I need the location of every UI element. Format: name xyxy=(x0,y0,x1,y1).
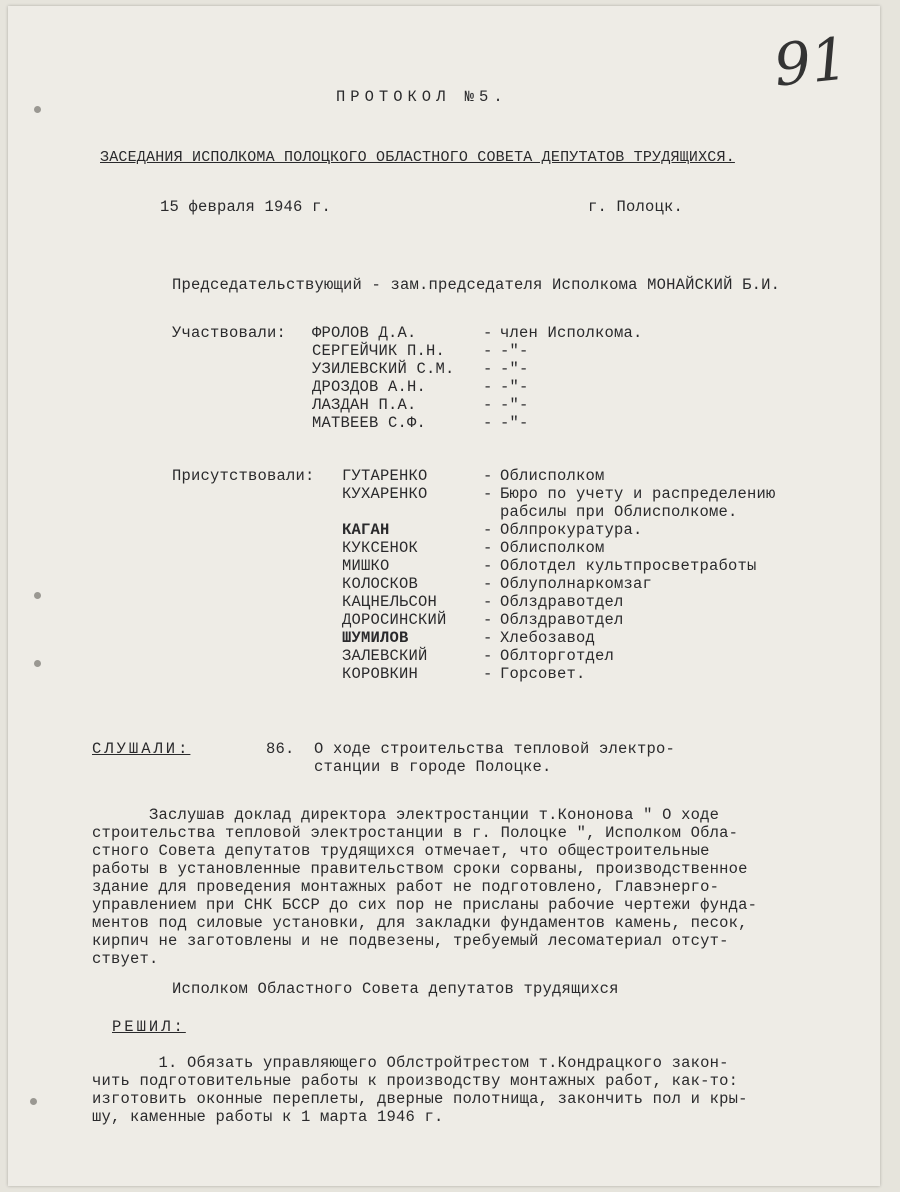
present-dash: - xyxy=(483,629,493,647)
present-dash: - xyxy=(483,611,493,629)
participant-name: ДРОЗДОВ А.Н. xyxy=(312,378,427,396)
paragraph-line: стного Совета депутатов трудящихся отмечает, что общестроительные xyxy=(92,842,710,860)
present-dash: - xyxy=(483,575,493,593)
present-role: Облуполнаркомзаг xyxy=(500,575,653,593)
decided-label: РЕШИЛ: xyxy=(112,1018,186,1036)
present-dash: - xyxy=(483,485,493,503)
present-dash: - xyxy=(483,665,493,683)
present-role: Облздравотдел xyxy=(500,611,624,629)
present-dash: - xyxy=(483,593,493,611)
present-role: Облотдел культпросветработы xyxy=(500,557,757,575)
present-role: Облисполком xyxy=(500,539,605,557)
protocol-subtitle: ЗАСЕДАНИЯ ИСПОЛКОМА ПОЛОЦКОГО ОБЛАСТНОГО СОВЕТА ДЕПУТАТОВ ТРУДЯЩИХСЯ. xyxy=(100,149,735,166)
paragraph-line: ментов под силовые установки, для закладки фундаментов камень, песок, xyxy=(92,914,748,932)
participant-dash: - xyxy=(483,414,493,432)
decision-line: шу, каменные работы к 1 марта 1946 г. xyxy=(92,1108,444,1126)
present-name: КАЦНЕЛЬСОН xyxy=(342,593,438,611)
protocol-title: ПРОТОКОЛ №5. xyxy=(336,88,508,106)
present-name: КАГАН xyxy=(342,521,390,539)
heard-label: СЛУШАЛИ: xyxy=(92,740,191,758)
page-number: 91 xyxy=(770,24,852,100)
present-name: КУХАРЕНКО xyxy=(342,485,428,503)
paragraph-line: Заслушав доклад директора электростанции т.Кононова " О ходе xyxy=(92,806,720,824)
present-name: ШУМИЛОВ xyxy=(342,629,409,647)
present-name: КУКСЕНОК xyxy=(342,539,419,557)
participant-role: -"- xyxy=(500,378,529,396)
document-page xyxy=(8,6,880,1186)
participant-role: член Исполкома. xyxy=(500,324,643,342)
present-role: рабсилы при Облисполкоме. xyxy=(500,503,738,521)
present-name: ЗАЛЕВСКИЙ xyxy=(342,647,428,665)
present-role: Хлебозавод xyxy=(500,629,596,647)
present-dash: - xyxy=(483,647,493,665)
present-dash: - xyxy=(483,539,493,557)
paragraph-line: строительства тепловой электростанции в г. Полоцке ", Исполком Обла- xyxy=(92,824,739,842)
present-name: КОЛОСКОВ xyxy=(342,575,419,593)
present-name: КОРОВКИН xyxy=(342,665,419,683)
punch-hole xyxy=(30,1098,37,1105)
participant-role: -"- xyxy=(500,360,529,378)
decision-line: 1. Обязать управляющего Облстройтрестом т.Кондрацкого закон- xyxy=(92,1054,729,1072)
present-label: Присутствовали: xyxy=(172,467,315,485)
present-name: ДОРОСИНСКИЙ xyxy=(342,611,447,629)
present-dash: - xyxy=(483,467,493,485)
paragraph-line: ствует. xyxy=(92,950,159,968)
paragraph-line: управлением при СНК БССР до сих пор не присланы рабочие чертежи фунда- xyxy=(92,896,758,914)
paragraph-line: кирпич не заготовлены и не подвезены, требуемый лесоматериал отсут- xyxy=(92,932,729,950)
paragraph-line: здание для проведения монтажных работ не подготовлено, Главэнерго- xyxy=(92,878,720,896)
council-line: Исполком Областного Совета депутатов трудящихся xyxy=(172,980,619,998)
present-role: Облпрокуратура. xyxy=(500,521,643,539)
present-role: Горсовет. xyxy=(500,665,586,683)
agenda-item-number: 86. xyxy=(266,740,295,758)
participant-name: МАТВЕЕВ С.Ф. xyxy=(312,414,427,432)
chairperson-line: Председательствующий - зам.председателя Исполкома МОНАЙСКИЙ Б.И. xyxy=(172,276,781,294)
agenda-item-line: станции в городе Полоцке. xyxy=(314,758,552,776)
present-role: Облздравотдел xyxy=(500,593,624,611)
participant-dash: - xyxy=(483,396,493,414)
participant-name: УЗИЛЕВСКИЙ С.М. xyxy=(312,360,455,378)
participant-dash: - xyxy=(483,360,493,378)
participant-name: ФРОЛОВ Д.А. xyxy=(312,324,417,342)
present-role: Облисполком xyxy=(500,467,605,485)
meeting-date: 15 февраля 1946 г. xyxy=(160,198,332,216)
present-role: Облторготдел xyxy=(500,647,615,665)
agenda-item-line: О ходе строительства тепловой электро- xyxy=(314,740,676,758)
present-role: Бюро по учету и распределению xyxy=(500,485,776,503)
participant-name: СЕРГЕЙЧИК П.Н. xyxy=(312,342,446,360)
participant-dash: - xyxy=(483,342,493,360)
present-name: ГУТАРЕНКО xyxy=(342,467,428,485)
present-name: МИШКО xyxy=(342,557,390,575)
punch-hole xyxy=(34,592,41,599)
punch-hole xyxy=(34,660,41,667)
participant-dash: - xyxy=(483,378,493,396)
punch-hole xyxy=(34,106,41,113)
paragraph-line: работы в установленные правительством сроки сорваны, производственное xyxy=(92,860,748,878)
present-dash: - xyxy=(483,557,493,575)
participant-role: -"- xyxy=(500,414,529,432)
participant-name: ЛАЗДАН П.А. xyxy=(312,396,417,414)
participant-role: -"- xyxy=(500,342,529,360)
participants-label: Участвовали: xyxy=(172,324,287,342)
decision-line: чить подготовительные работы к производству монтажных работ, как-то: xyxy=(92,1072,739,1090)
meeting-city: г. Полоцк. xyxy=(588,198,684,216)
participant-role: -"- xyxy=(500,396,529,414)
present-dash: - xyxy=(483,521,493,539)
participant-dash: - xyxy=(483,324,493,342)
decision-line: изготовить оконные переплеты, дверные полотнища, закончить пол и кры- xyxy=(92,1090,748,1108)
